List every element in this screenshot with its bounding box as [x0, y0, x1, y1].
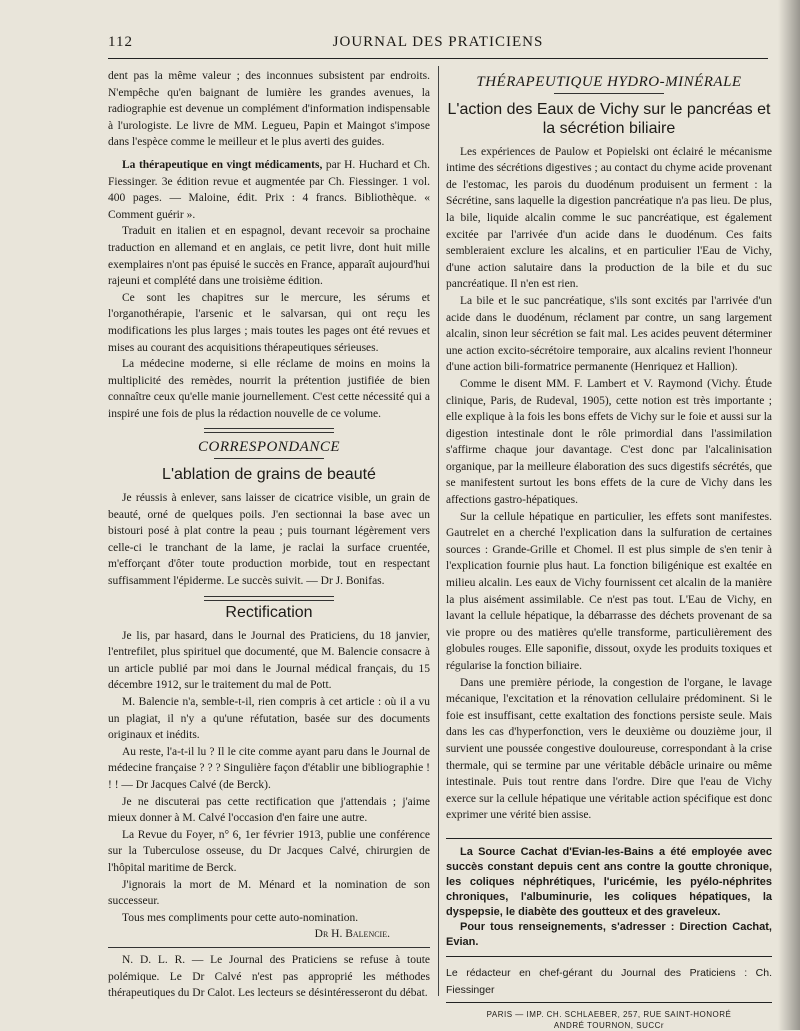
rect-paragraph-4: Je ne discuterai pas cette rectification que j'attendais ; j'aime mieux donner à M. Calvé l'occasion d'en faire une autre.	[108, 795, 430, 825]
page-header	[108, 32, 768, 56]
book-paragraph-4: La médecine moderne, si elle réclame de moins en moins la multiplicité des remèdes, nourrit la prétention justifiée de bien connaître ceux qu'elle manie journellement. C'est cette nécessité qui a inspiré une fois de plus la rédaction nouvelle de ce volume.	[108, 358, 430, 420]
section-correspondance: CORRESPONDANCE	[198, 439, 340, 456]
left-column	[108, 68, 430, 1002]
rect-paragraph-3: Au reste, l'a-t-il lu ? Il le cite comme ayant paru dans le Journal de médecine française ? ? ? Singulière façon d'établir une bibliographie ! ! ! — Dr Jacques Calvé (de Berck).	[108, 745, 430, 791]
ad-text: a été employée avec succès constant depuis cent ans contre la goutte chronique, les coliques néphrétiques, l'uricémie, les pyélo-néphrites chroniques, l'albuminurie, les coliques hépatiques, la dyspepsie, le diabète des goutteux et des graveleux.	[446, 845, 773, 918]
vichy-paragraph-3: Comme le disent MM. F. Lambert et V. Raymond (Vichy. Étude clinique, Paris, de Rudeval, 1905), cette notion est très importante ; elle explique à la fois les bons effets de Vichy sur le foie et aussi sur la digestion intestinale dont le rôle primordial dans l'assimilation s'affirme chaque jour davantage. C'est donc par l'alcalinisation organique, par la meilleure élaboration des sucs digestifs sécrétés, que se manifestent surtout les bons effets de la cure de Vichy dans les affections gastro-hépatiques.	[446, 377, 772, 507]
printer-line-2: ANDRÉ TOURNON, SUCCr	[553, 1021, 665, 1031]
rectification-rule	[204, 596, 334, 601]
ndlr-paragraph: N. D. L. R. — Le Journal des Praticiens se refuse à toute polémique. Le Dr Calvé n'est pas approprié les méthodes thérapeutiques du Dr Calot. Les lecteurs se désintéresseront du débat.	[108, 953, 430, 1000]
vichy-paragraph-1: Les expériences de Paulow et Popielski ont éclairé le mécanisme intime des sécrétions digestives ; au contact du chyme acide provenant de l'estomac, les parois du duodénum produisent un ferment : la Sécrétine, sans laquelle la digestion pancréatique n'a pas lieu. De plus, la bile, liquide alcalin comme le suc pancréatique, est également excitée par l'arrivée d'un acide dans le duodénum. Ces faits sembleraient exclure les alcalins, et en particulier l'Eau de Vichy, d'une action salutaire dans la production de la bile et du suc pancréatique. Il n'en est rien.	[446, 145, 772, 291]
vichy-paragraph-5: Dans une première période, la congestion de l'organe, le lavage mécanique, l'excitation et la rénovation cellulaire prédominent. Si le foie est insuffisant, cette exaltation des fonctions persiste seule. Mais dans les cas d'hyperfonction, vers le deuxième ou douzième jour, il survient une poussée congestive douloureuse, correspondant à la crise thermale, qui se termine par une véritable débâcle urinaire ou même intestinale. Puis tout rentre dans l'ordre. Dire que l'eau de Vichy exerce sur la cellule hépatique une véritable action spécifique est donc exprimer une vérité bien assise.	[446, 676, 772, 822]
page-number: 112	[108, 34, 133, 50]
vichy-paragraph-2: La bile et le suc pancréatique, s'ils sont excités par l'arrivée d'un acide dans le duodénum, réclament par contre, un sang largement alcalin, sinon leur sécrétion se fait mal. Les acides peuvent déterminer une action excito-sécrétoire temporaire, aux alcalins revient l'honneur d'une action bili-formatrice permanente (Henriquez et Hallion).	[446, 294, 772, 374]
header-rule	[108, 58, 768, 59]
section-therapeutique: THÉRAPEUTIQUE HYDRO-MINÉRALE	[476, 74, 742, 90]
editor-line: Le rédacteur en chef-gérant du Journal des Praticiens : Ch. Fiessinger	[446, 965, 772, 1003]
rect-paragraph-6: J'ignorais la mort de M. Ménard et la nomination de son successeur.	[108, 878, 430, 908]
journal-title: JOURNAL DES PRATICIENS	[332, 34, 544, 50]
printer-line-1: PARIS — IMP. CH. SCHLAEBER, 257, RUE SAINT-HONORÉ	[486, 1010, 732, 1020]
rect-paragraph-1: Je lis, par hasard, dans le Journal des Praticiens, du 18 janvier, l'entrefilet, plus spirituel que documenté, que M. Balencie consacre à un article publié par moi dans le Journal médical français, du 15 décembre 1912, sur le traitement du mal de Pott.	[108, 629, 430, 692]
section-underline-right	[554, 93, 664, 94]
ad-paragraph-1	[446, 845, 772, 920]
ad-brand: La Source Cachat d'Evian-les-Bains	[460, 845, 654, 858]
vichy-paragraph-4: Sur la cellule hépatique en particulier, les effets sont manifestes. Gautrelet en a cherché l'explication dans la sulfuration de certaines sources : Grande-Grille et Chomel. Il est plus simple de s'en tenir à l'explication fournie plus haut. La fonction biligénique est exaltée en milieu alcalin. Les eaux de Vichy fournissent cet alcalin de la manière la plus aisément assimilable. Ce n'est pas tout. L'Eau de Vichy, en lavant la cellule hépatique, la débarrasse des déchets provenant de sa vie propre ou des matières qu'elle transforme, particulièrement des globules rouges. Elle saponifie, dissout, oxyde les produits toxiques et régularise la fonction biliaire.	[446, 510, 772, 672]
intro-paragraph: dent pas la même valeur ; des inconnues subsistent par endroits. N'empêche qu'en baignant de lumière les grandes avenues, la radiographie est devenue un complément d'information indispensable à l'urologiste. Le livre de MM. Legueu, Papin et Maingot s'impose dans l'espèce comme le meilleur et le plus averti des guides.	[108, 70, 430, 149]
ad-paragraph-2: Pour tous renseignements, s'adresser : Direction Cachat, Evian.	[446, 920, 772, 948]
ablation-text: Je réussis à enlever, sans laisser de cicatrice visible, un grain de beauté, orné de quelques poils. J'en sectionnai la base avec un bistouri posé à plat contre la peau ; puis tournant légèrement vers celle-ci le tranchant de la lame, je raclai la surface cruentée, m'efforçant d'ôter toute production morbide, tout en respectant suffisamment l'épiderme. Le succès suivit. — Dr J. Bonifas.	[108, 492, 430, 588]
printer-imprint	[446, 1009, 772, 1031]
book-title: La thérapeutique en vingt médicaments,	[122, 158, 323, 171]
rect-paragraph-7: Tous mes compliments pour cette auto-nomination.	[122, 911, 359, 924]
section-underline	[214, 458, 324, 459]
advertisement-cachat	[446, 838, 772, 957]
book-paragraph-3: Ce sont les chapitres sur le mercure, les sérums et l'organothérapie, l'arsenic et le salvarsan, qui ont reçu les modifications les plus larges ; mais toutes les pages ont été revues et mises au courant des acquisitions thérapeutiques sérieuses.	[108, 291, 430, 354]
page-edge-shadow	[778, 0, 800, 1030]
right-column	[446, 70, 772, 1031]
book-review-header	[108, 157, 430, 223]
article-title: L'action des Eaux de Vichy sur le pancréas et la sécrétion biliaire	[447, 100, 771, 137]
rect-signature: Dr H. Balencie.	[314, 928, 390, 941]
ablation-title: L'ablation de grains de beauté	[162, 466, 376, 484]
rect-paragraph-2: M. Balencie n'a, semble-t-il, rien compris à cet article : où il a vu un plagiat, il n'y a qu'une réfutation, basée sur des documents originaux et inédits.	[108, 696, 430, 742]
column-divider	[438, 66, 439, 996]
rectification-title: Rectification	[225, 603, 313, 621]
section-rule	[204, 428, 334, 433]
rect-paragraph-5: La Revue du Foyer, n° 6, 1er février 1913, publie une conférence sur la Tuberculose osseuse, du Dr Jacques Calvé, chirurgien de l'hôpital maritime de Berck.	[108, 828, 430, 874]
ndlr-rule	[108, 947, 430, 948]
book-details: par H. Huchard et Ch. Fiessinger. 3e édition revue et augmentée par Ch. Fiessinger. 1 vol. 400 pages. — Maloine, édit. Prix : 4 francs. Bibliothèque. « Comment guérir ».	[108, 158, 431, 221]
book-paragraph-2: Traduit en italien et en espagnol, devant recevoir sa prochaine traduction en allemand et en anglais, ce petit livre, dont huit mille exemplaires n'ont pas épuisé le succès en France, apparaît aujourd'hui rajeuni et complété dans une troisième édition.	[108, 225, 430, 288]
